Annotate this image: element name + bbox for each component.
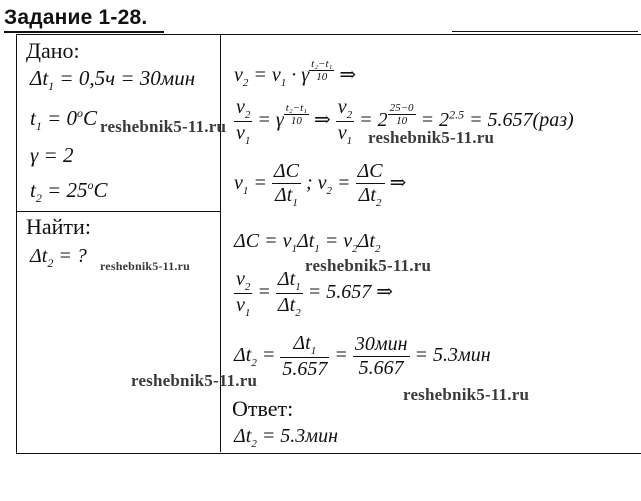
top-rule — [452, 31, 638, 32]
watermark-1: reshebnik5-11.ru — [100, 117, 227, 136]
given-find-divider — [16, 211, 221, 212]
eq-rate-relation: $v_2 = v_1 \cdot \gamma$ $^{\frac{\text{t₂−t₁}}{10}}$ ⇒ — [234, 58, 357, 90]
watermark-2: reshebnik5-11.ru — [368, 128, 495, 147]
find-label: Найти: — [26, 214, 91, 239]
answer-label: Ответ: — [232, 396, 294, 421]
watermark-5: reshebnik5-11.ru — [131, 371, 258, 390]
eq-delta-c: $\Delta C = v_1\Delta t_1 = v_2\Delta t_2$ — [234, 230, 381, 255]
title-underline — [4, 31, 164, 33]
eq-dt2-result: $\Delta t_2$ = $\frac{\Delta t_1}{5.657}$ = $\frac{\text{30мин}}{5.667}$ = 5.3мин — [234, 332, 491, 380]
watermark-4: reshebnik5-11.ru — [305, 256, 432, 275]
given-t2: $t_2 = 25^oC$ — [30, 178, 108, 206]
given-gamma: γ = 2 — [30, 143, 74, 167]
watermark-3: reshebnik5-11.ru — [100, 259, 190, 273]
given-t1: $t_1 = 0^oC$ — [30, 106, 98, 134]
watermark-6: reshebnik5-11.ru — [403, 385, 530, 404]
answer-value: $\Delta t_2 = 5.3мин$ — [234, 425, 338, 450]
given-label: Дано: — [26, 38, 80, 63]
eq-time-ratio: $\frac{v_2}{v_1}$ = $\frac{\Delta t_1}{\Delta t_2}$ = 5.657 ⇒ — [236, 268, 393, 319]
given-dt1: $\Delta t_1 = 0,5ч = 30мин$ — [30, 66, 196, 94]
task-title: Задание 1-28. — [4, 6, 148, 29]
find-dt2: $\Delta t_2$ = ? — [30, 245, 87, 270]
eq-rates-definition: $v_1$ = $\frac{\Delta C}{\Delta t_1}$ ; $v_2$ = $\frac{\Delta C}{\Delta t_2}$ ⇒ — [234, 160, 407, 209]
eq-rate-ratio: $\frac{v_2}{v_1}$ = γ $^{\frac{\text{t₂−t₁}}{10}}$ ⇒ $\frac{v_2}{v_1}$ = 2 $^{\frac{25-0}{10}}$ = $2^{2.5} = 5.657(раз)$ — [236, 96, 574, 147]
